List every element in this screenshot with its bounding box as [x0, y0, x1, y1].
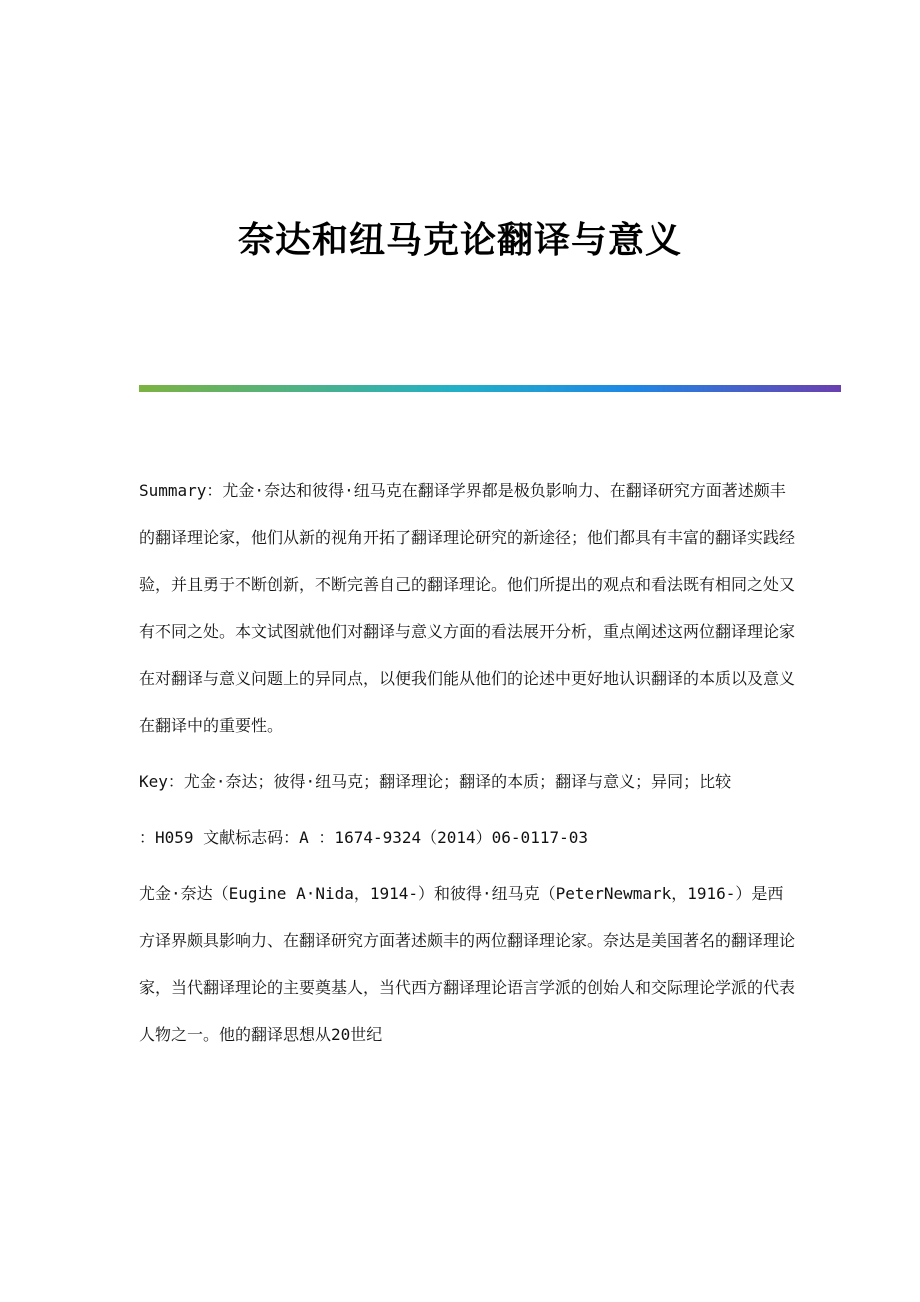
- summary-paragraph: Summary：尤金·奈达和彼得·纽马克在翻译学界都是极负影响力、在翻译研究方面著述颇丰的翻译理论家，他们从新的视角开拓了翻译理论研究的新途径；他们都具有丰富的翻译实践经验，并且勇于不断创新，不断完善自己的翻译理论。他们所提出的观点和看法既有相同之处又有不同之处。本文试图就他们对翻译与意义方面的看法展开分析，重点阐述这两位翻译理论家在对翻译与意义问题上的异同点，以便我们能从他们的论述中更好地认识翻译的本质以及意义在翻译中的重要性。: [139, 481, 796, 735]
- intro-paragraph: 尤金·奈达（Eugine A·Nida，1914-）和彼得·纽马克（PeterNewmark，1916-）是西方译界颇具影响力、在翻译研究方面著述颇丰的两位翻译理论家。奈达是美国著名的翻译理论家，当代翻译理论的主要奠基人，当代西方翻译理论语言学派的创始人和交际理论学派的代表人物之一。他的翻译思想从20世纪: [139, 884, 796, 1044]
- document-body: [139, 467, 799, 1067]
- document-title: 奈达和纽马克论翻译与意义: [237, 219, 682, 261]
- title-divider: [139, 385, 841, 392]
- classification-paragraph: ：H059 文献标志码：A ：1674-9324（2014）06-0117-03: [139, 828, 588, 847]
- keywords-paragraph: Key：尤金·奈达；彼得·纽马克；翻译理论；翻译的本质；翻译与意义；异同；比较: [139, 772, 732, 791]
